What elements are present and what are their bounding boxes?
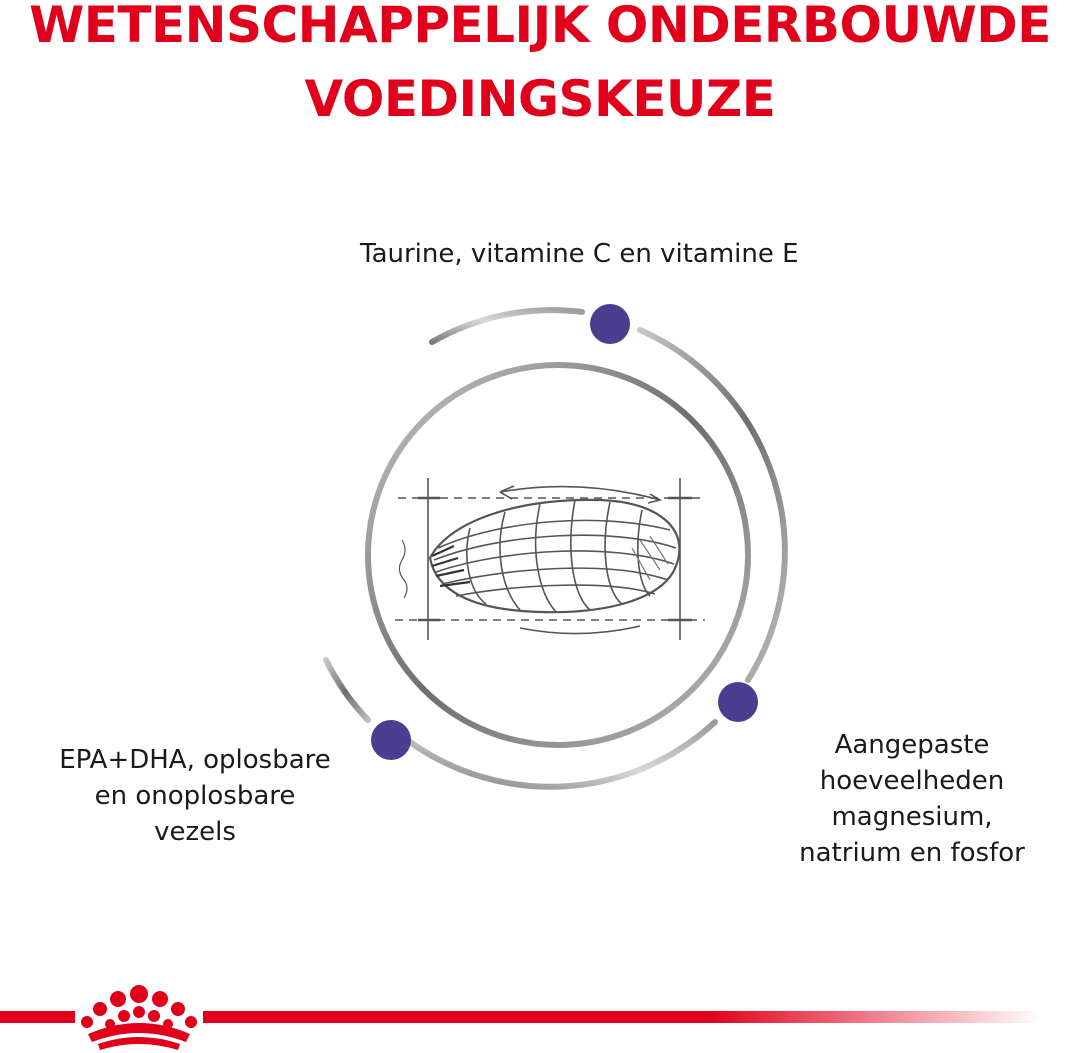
royal-canin-crown-logo [78,982,200,1052]
benefit-label-left [30,742,360,850]
headline-line-2: VOEDINGSKEUZE [304,70,776,128]
outer-ring-arc-right [640,330,785,680]
outer-ring-arc-left [326,660,368,720]
kibble-sketch-icon [395,478,705,640]
outer-ring-arc-top [432,310,582,342]
benefit-dot-right [718,682,758,722]
benefit-dot-left [371,720,411,760]
benefit-label-right [772,727,1052,871]
benefit-label-right-line: magnesium, [831,802,993,832]
benefit-label-right-line: natrium en fosfor [799,838,1025,868]
headline-line-1: WETENSCHAPPELIJK ONDERBOUWDE [29,0,1051,54]
inner-ring [368,365,748,745]
footer-bar-left [0,1011,75,1023]
footer-bar-right [203,1011,1043,1023]
benefit-label-left-line: vezels [154,817,236,847]
benefit-label-left-line: en onoplosbare [94,781,296,811]
benefit-dot-top [590,304,630,344]
benefit-label-left-line: EPA+DHA, oplosbare [59,745,331,775]
outer-ring-arc-bottom [410,722,715,787]
benefit-label-right-line: Aangepaste [834,730,990,760]
benefit-label-top-line: Taurine, vitamine C en vitamine E [360,239,799,269]
benefit-label-top [360,236,799,272]
benefit-label-right-line: hoeveelheden [819,766,1005,796]
